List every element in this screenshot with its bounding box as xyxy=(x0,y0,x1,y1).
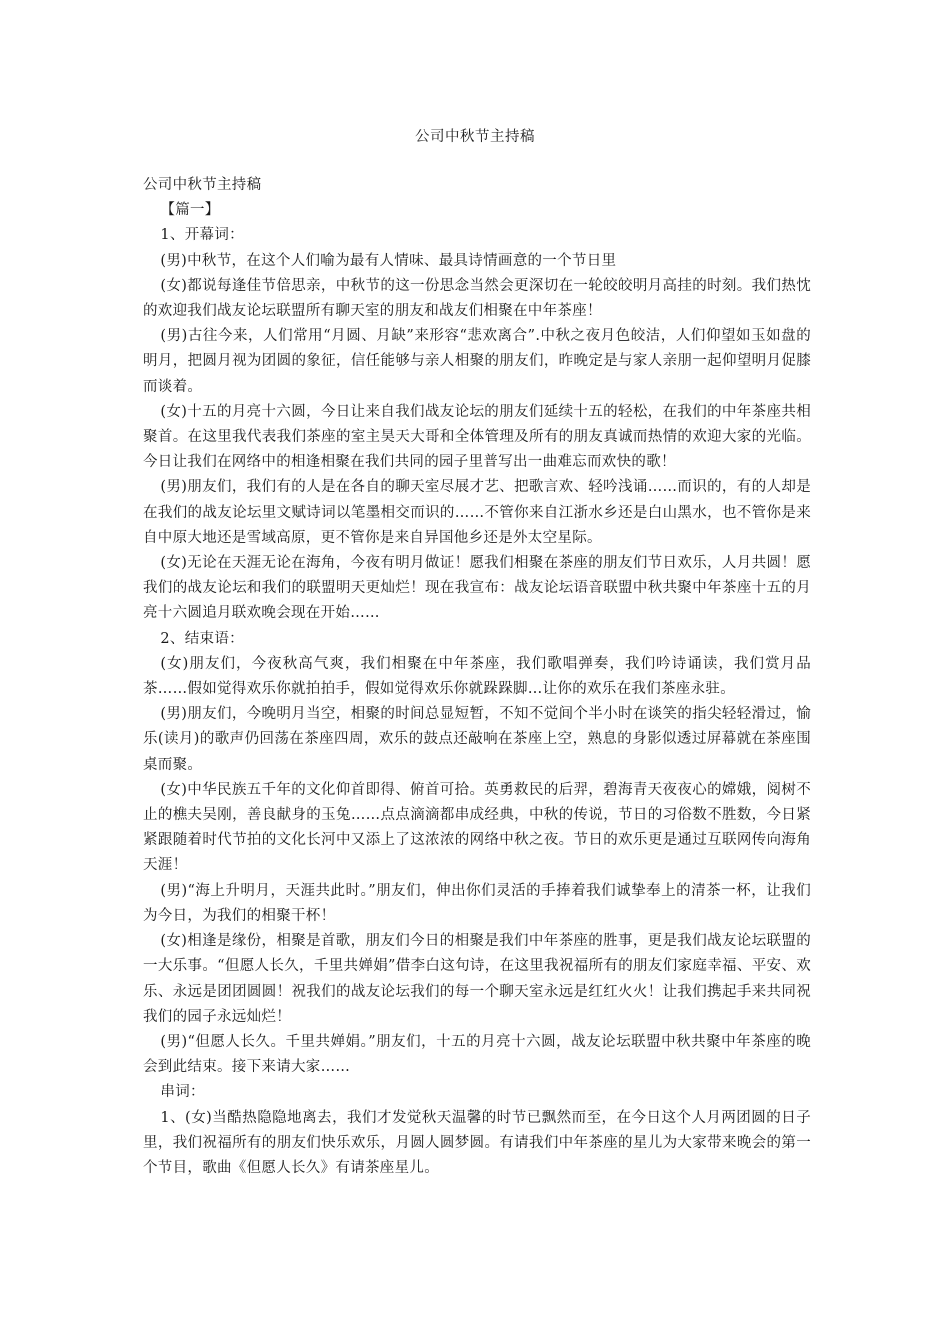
paragraph: (男)“海上升明月，天涯共此时。”朋友们，伸出你们灵活的手捧着我们诚挚奉上的清茶一杯，让我们为今日，为我们的相聚干杯！ xyxy=(143,882,811,924)
paragraph: (男)中秋节，在这个人们喻为最有人情味、最具诗情画意的一个节日里 xyxy=(160,252,617,269)
sub-heading: 2、结束语： xyxy=(160,630,244,647)
paragraph: (男)朋友们，今晚明月当空，相聚的时间总显短暂，不知不觉间个半小时在谈笑的指尖轻轻滑过，愉乐(读月)的歌声仍回荡在茶座四周，欢乐的鼓点还敲响在茶座上空，熟息的身影似透过屏幕就在茶座围桌而聚。 xyxy=(143,706,811,773)
paragraph: (女)都说每逢佳节倍思亲，中秋节的这一份思念当然会更深切在一轮皎皎明月高挂的时刻。我们热忱的欢迎我们战友论坛联盟所有聊天室的朋友和战友们相聚在中年茶座！ xyxy=(143,277,811,320)
paragraph: 1、(女)当酷热隐隐地离去，我们才发觉秋天温馨的时节已飘然而至，在今日这个人月两团圆的日子里，我们祝福所有的朋友们快乐欢乐，月圆人圆梦圆。有请我们中年茶座的星儿为大家带来晚会的第一个节目，歌曲《但愿人长久》有请茶座星儿。 xyxy=(143,1109,811,1176)
paragraph: (男)古往今来，人们常用“月圆、月缺”来形容“悲欢离合”.中秋之夜月色皎洁，人们仰望如玉如盘的明月，把圆月视为团圆的象征，信任能够与亲人相聚的朋友们，昨晚定是与家人亲朋一起仰望明月促膝而谈着。 xyxy=(143,328,811,395)
sub-heading: 1、开幕词： xyxy=(160,227,244,244)
paragraph: (男)“但愿人长久。千里共婵娟。”朋友们，十五的月亮十六圆，战友论坛联盟中秋共聚中年茶座的晚会到此结束。接下来请大家…… xyxy=(143,1033,811,1076)
document-title: 公司中秋节主持稿 xyxy=(415,129,535,145)
document-body xyxy=(143,173,811,1181)
paragraph: (女)中华民族五千年的文化仰首即得、俯首可拾。英勇救民的后羿，碧海青天夜夜心的嫦娥，阅树不止的樵夫吴刚，善良献身的玉兔……点点滴滴都串成经典，中秋的传说，节日的习俗数不胜数，今日紧紧跟随着时代节拍的文化长河中又添上了这浓浓的网络中秋之夜。节日的欢乐更是通过互联网传向海角天涯！ xyxy=(143,781,811,874)
paragraph: (女)十五的月亮十六圆，今日让来自我们战友论坛的朋友们延续十五的轻松，在我们的中年茶座共相聚首。在这里我代表我们茶座的室主昊天大哥和全体管理及所有的朋友真诚而热情的欢迎大家的光临。今日让我们在网络中的相逢相聚在我们共同的园子里普写出一曲难忘而欢快的歌！ xyxy=(143,403,811,471)
section-heading: 【篇一】 xyxy=(160,202,220,219)
sub-heading: 串词： xyxy=(160,1084,205,1101)
paragraph: (男)朋友们，我们有的人是在各自的聊天室尽展才艺、把歌言欢、轻吟浅诵……而识的，有的人却是在我们的战友论坛里文赋诗词以笔墨相交而识的……不管你来自江浙水乡还是白山黑水，也不管你是来自中原大地还是雪域高原，更不管你是来自异国他乡还是外太空星际。 xyxy=(143,479,811,546)
paragraph: (女)无论在天涯无论在海角，今夜有明月做证！愿我们相聚在茶座的朋友们节日欢乐，人月共圆！愿我们的战友论坛和我们的联盟明天更灿烂！现在我宣布：战友论坛语音联盟中秋共聚中年茶座十五的月亮十六圆追月联欢晚会现在开始…… xyxy=(143,555,811,622)
paragraph: (女)相逢是缘份，相聚是首歌，朋友们今日的相聚是我们中年茶座的胜事，更是我们战友论坛联盟的一大乐事。“但愿人长久，千里共婵娟”借李白这句诗，在这里我祝福所有的朋友们家庭幸福、平安、欢乐、永远是团团圆圆！祝我们的战友论坛我们的每一个聊天室永远是红红火火！让我们携起手来共同祝我们的园子永远灿烂！ xyxy=(143,933,811,1025)
paragraph: (女)朋友们，今夜秋高气爽，我们相聚在中年茶座，我们歌唱弹奏，我们吟诗诵读，我们赏月品茶……假如觉得欢乐你就拍拍手，假如觉得欢乐你就跺跺脚…让你的欢乐在我们茶座永驻。 xyxy=(143,655,811,698)
paragraph-subtitle: 公司中秋节主持稿 xyxy=(143,177,262,193)
